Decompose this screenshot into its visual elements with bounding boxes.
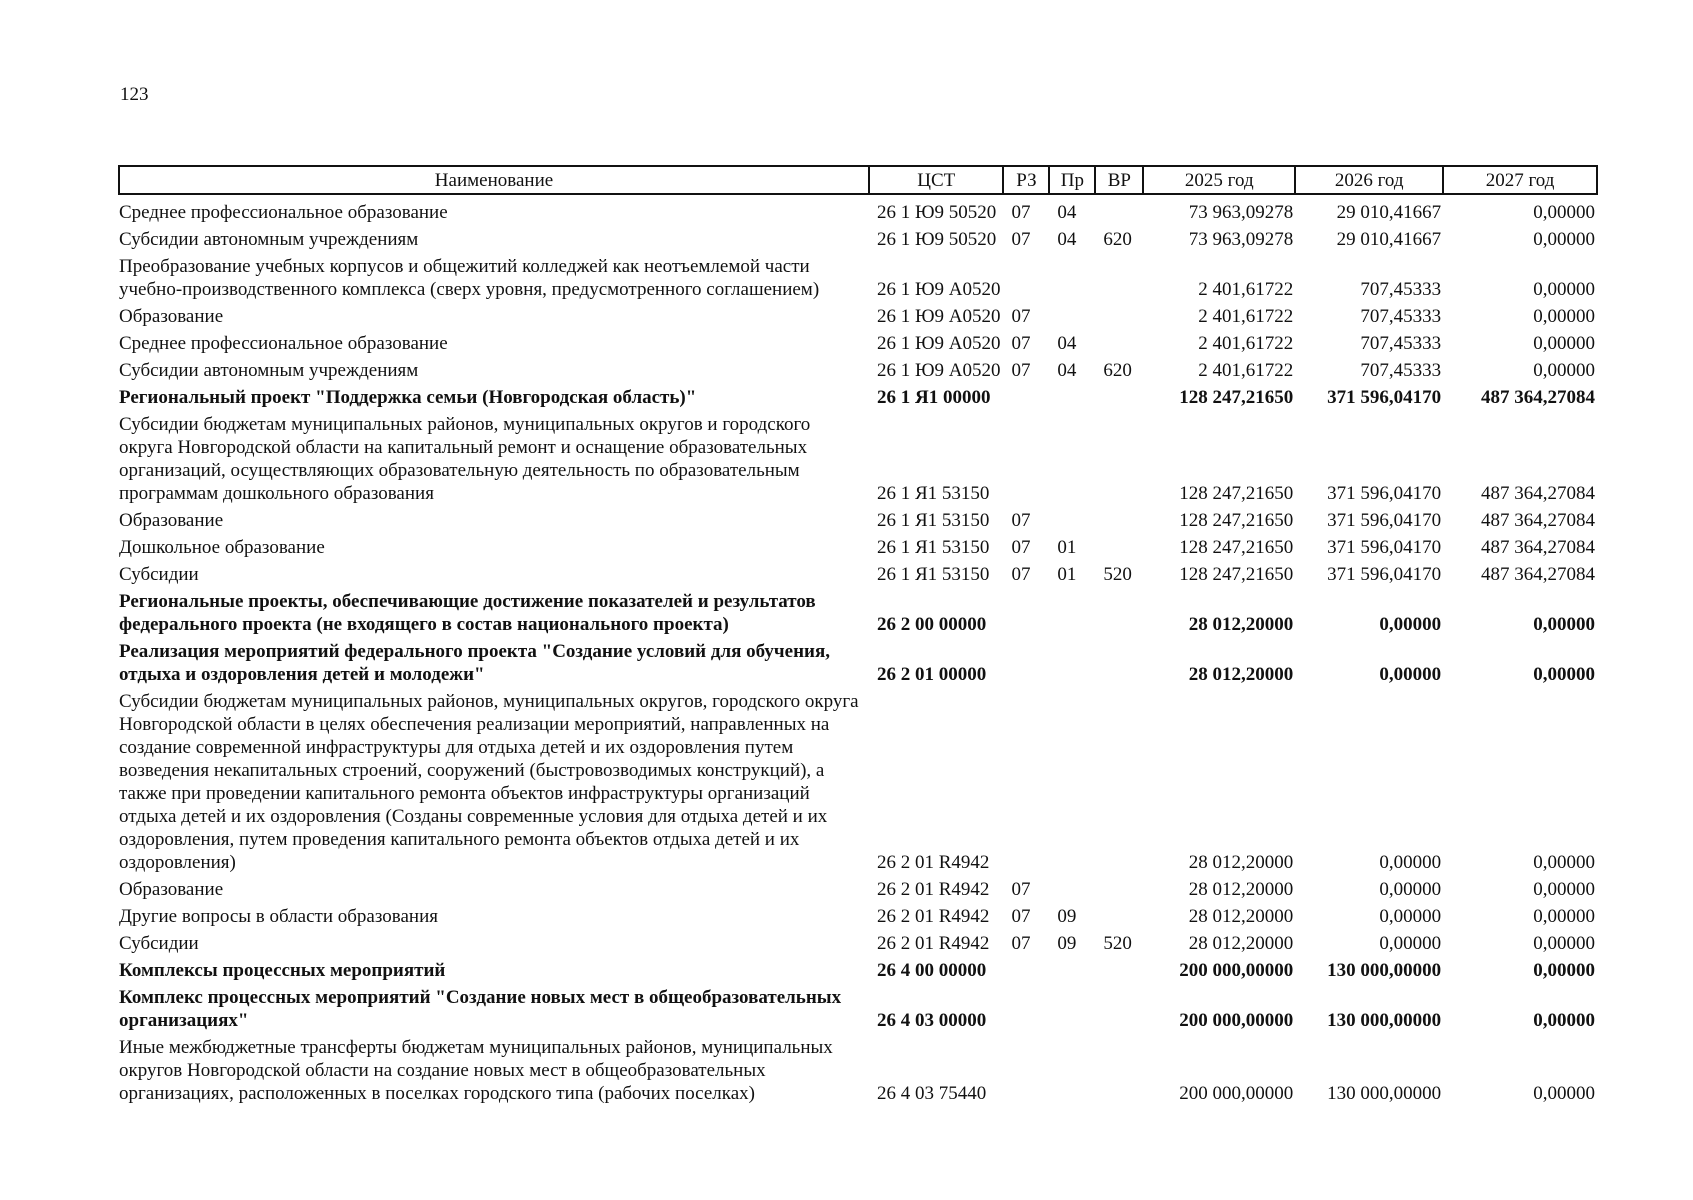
row-cst: 26 1 Я1 53150 [876, 564, 990, 585]
row-name: Субсидии бюджетам муниципальных районов, муниципальных округов, городского округа Новгородской области в целях обеспечения реализации мероприятий, направленных на создание современной инфраструктуры для отдыха детей и их оздоровления путем возведения некапитальных строений, сооружений (быстровозводимых конструкций), а также при проведении капитального ремонта объектов инфраструктуры организаций отдыха детей и их оздоровления (Созданы современные условия для отдыха детей и их оздоровления, путем проведения капитального ремонта объектов отдыха детей и их оздоровления) [119, 691, 859, 873]
row-cst: 26 1 Ю9 А0520 [876, 360, 1001, 381]
header-vr: ВР [1095, 166, 1143, 194]
row-pr: 04 [1057, 360, 1077, 381]
table-header [119, 166, 1597, 194]
row-vr [1095, 957, 1143, 984]
row-value-2025: 128 247,21650 [1179, 564, 1294, 585]
row-value-2026: 371 596,04170 [1327, 387, 1442, 408]
row-value-2025: 73 963,09278 [1188, 229, 1294, 250]
row-vr [1095, 638, 1143, 688]
row-vr [1095, 903, 1143, 930]
table-row [119, 588, 1597, 638]
row-vr [1095, 330, 1143, 357]
header-name: Наименование [119, 166, 869, 194]
table-row [119, 226, 1597, 253]
row-value-2025: 28 012,20000 [1188, 879, 1294, 900]
row-value-2025: 2 401,61722 [1198, 279, 1294, 300]
row-name: Субсидии бюджетам муниципальных районов, муниципальных округов и городского округа Новгородской области на капитальный ремонт и оснащение образовательных организаций, осуществляющих образовательную деятельность по образовательным программам дошкольного образования [119, 414, 811, 504]
row-rz: 07 [1011, 360, 1031, 381]
row-vr [1095, 688, 1143, 876]
row-value-2027: 0,00000 [1533, 960, 1595, 981]
row-cst: 26 1 Ю9 А0520 [876, 333, 1001, 354]
row-cst: 26 1 Я1 00000 [876, 387, 991, 408]
row-value-2026: 0,00000 [1379, 906, 1442, 927]
table-row [119, 534, 1597, 561]
row-cst: 26 4 00 00000 [876, 960, 987, 981]
row-pr [1049, 303, 1095, 330]
row-value-2026: 130 000,00000 [1327, 960, 1442, 981]
row-name: Субсидии автономным учреждениям [119, 360, 419, 381]
row-value-2025: 28 012,20000 [1188, 614, 1294, 635]
row-vr [1095, 534, 1143, 561]
row-rz [1003, 384, 1049, 411]
row-cst: 26 2 01 R4942 [876, 879, 990, 900]
row-value-2027: 0,00000 [1533, 1083, 1595, 1104]
row-value-2027: 0,00000 [1533, 879, 1595, 900]
row-pr: 09 [1057, 906, 1077, 927]
row-value-2025: 128 247,21650 [1179, 483, 1294, 504]
row-pr: 04 [1057, 333, 1077, 354]
row-name: Субсидии [119, 933, 199, 954]
row-value-2027: 0,00000 [1533, 906, 1595, 927]
row-name: Среднее профессиональное образование [119, 333, 448, 354]
row-rz: 07 [1011, 202, 1031, 223]
row-value-2027: 0,00000 [1533, 229, 1595, 250]
row-value-2026: 707,45333 [1360, 360, 1442, 381]
row-rz [1003, 638, 1049, 688]
row-pr [1049, 588, 1095, 638]
row-name: Дошкольное образование [119, 537, 325, 558]
row-name: Региональные проекты, обеспечивающие достижение показателей и результатов федерального проекта (не входящего в состав национального проекта) [119, 591, 816, 635]
row-value-2027: 0,00000 [1533, 360, 1595, 381]
row-cst: 26 1 Ю9 А0520 [876, 279, 1001, 300]
header-2027: 2027 год [1443, 166, 1597, 194]
row-value-2025: 73 963,09278 [1188, 202, 1294, 223]
table-row [119, 688, 1597, 876]
table-row [119, 1034, 1597, 1107]
budget-table [118, 165, 1598, 1107]
table-row [119, 384, 1597, 411]
row-cst: 26 1 Я1 53150 [876, 483, 990, 504]
table-row [119, 561, 1597, 588]
row-cst: 26 2 01 R4942 [876, 906, 990, 927]
row-name: Субсидии автономным учреждениям [119, 229, 419, 250]
row-value-2027: 487 364,27084 [1481, 564, 1595, 585]
row-pr [1049, 507, 1095, 534]
row-value-2026: 29 010,41667 [1336, 202, 1442, 223]
row-value-2027: 0,00000 [1533, 664, 1595, 685]
table-row [119, 638, 1597, 688]
row-pr: 04 [1057, 202, 1077, 223]
header-pr: Пр [1049, 166, 1095, 194]
row-vr [1095, 411, 1143, 507]
row-value-2027: 0,00000 [1533, 279, 1595, 300]
row-value-2026: 371 596,04170 [1327, 483, 1442, 504]
row-value-2026: 707,45333 [1360, 333, 1442, 354]
header-cst: ЦСТ [869, 166, 1004, 194]
table-row [119, 330, 1597, 357]
table-row [119, 253, 1597, 303]
row-value-2027: 0,00000 [1533, 852, 1595, 873]
row-pr: 01 [1057, 537, 1077, 558]
header-rz: РЗ [1003, 166, 1049, 194]
table-row [119, 957, 1597, 984]
row-pr [1049, 957, 1095, 984]
row-value-2027: 0,00000 [1533, 333, 1595, 354]
row-cst: 26 1 Я1 53150 [876, 537, 990, 558]
row-cst: 26 2 01 00000 [876, 664, 987, 685]
row-cst: 26 2 01 R4942 [876, 933, 990, 954]
row-value-2027: 487 364,27084 [1481, 387, 1595, 408]
row-value-2025: 128 247,21650 [1179, 387, 1294, 408]
row-pr [1049, 253, 1095, 303]
row-rz: 07 [1011, 333, 1031, 354]
row-name: Комплексы процессных мероприятий [119, 960, 446, 981]
row-pr [1049, 984, 1095, 1034]
row-value-2026: 29 010,41667 [1336, 229, 1442, 250]
row-value-2027: 487 364,27084 [1481, 510, 1595, 531]
row-value-2025: 200 000,00000 [1179, 1010, 1294, 1031]
row-value-2026: 130 000,00000 [1327, 1010, 1442, 1031]
header-2025: 2025 год [1143, 166, 1295, 194]
row-name: Среднее профессиональное образование [119, 202, 448, 223]
row-rz [1003, 984, 1049, 1034]
row-value-2026: 0,00000 [1379, 852, 1442, 873]
table-row [119, 357, 1597, 384]
table-row [119, 303, 1597, 330]
row-value-2026: 130 000,00000 [1327, 1083, 1442, 1104]
row-value-2026: 371 596,04170 [1327, 537, 1442, 558]
row-vr: 620 [1103, 229, 1132, 250]
row-rz: 07 [1011, 933, 1031, 954]
table-row [119, 930, 1597, 957]
row-rz: 07 [1011, 537, 1031, 558]
row-value-2027: 0,00000 [1533, 202, 1595, 223]
row-vr [1095, 384, 1143, 411]
row-name: Комплекс процессных мероприятий "Создание новых мест в общеобразовательных организациях" [119, 987, 842, 1031]
table-body [119, 194, 1597, 1107]
row-vr [1095, 984, 1143, 1034]
row-rz: 07 [1011, 306, 1031, 327]
row-vr [1095, 507, 1143, 534]
row-name: Другие вопросы в области образования [119, 906, 438, 927]
row-value-2026: 707,45333 [1360, 306, 1442, 327]
row-value-2025: 28 012,20000 [1188, 933, 1294, 954]
row-value-2026: 0,00000 [1379, 664, 1442, 685]
row-rz [1003, 957, 1049, 984]
row-value-2027: 487 364,27084 [1481, 537, 1595, 558]
row-vr: 520 [1103, 564, 1132, 585]
row-cst: 26 1 Ю9 А0520 [876, 306, 1001, 327]
row-value-2026: 0,00000 [1379, 879, 1442, 900]
row-value-2025: 200 000,00000 [1179, 1083, 1294, 1104]
row-value-2027: 0,00000 [1533, 306, 1595, 327]
row-pr [1049, 411, 1095, 507]
row-value-2025: 2 401,61722 [1198, 306, 1294, 327]
row-cst: 26 2 01 R4942 [876, 852, 990, 873]
row-value-2027: 0,00000 [1533, 614, 1595, 635]
row-name: Образование [119, 879, 224, 900]
row-pr: 09 [1057, 933, 1077, 954]
row-pr [1049, 384, 1095, 411]
row-cst: 26 1 Я1 53150 [876, 510, 990, 531]
row-cst: 26 4 03 00000 [876, 1010, 987, 1031]
row-value-2025: 2 401,61722 [1198, 333, 1294, 354]
row-name: Региональный проект "Поддержка семьи (Новгородская область)" [119, 387, 697, 408]
row-vr [1095, 876, 1143, 903]
row-value-2026: 0,00000 [1379, 933, 1442, 954]
row-pr: 04 [1057, 229, 1077, 250]
row-name: Иные межбюджетные трансферты бюджетам муниципальных районов, муниципальных округов Новгородской области на создание новых мест в общеобразовательных организациях, расположенных в поселках городского типа (рабочих поселках) [119, 1037, 833, 1104]
row-vr: 620 [1103, 360, 1132, 381]
row-cst: 26 1 Ю9 50520 [876, 202, 997, 223]
row-cst: 26 4 03 75440 [876, 1083, 987, 1104]
row-name: Реализация мероприятий федерального проекта "Создание условий для обучения, отдыха и оздоровления детей и молодежи" [119, 641, 830, 685]
table-row [119, 411, 1597, 507]
header-2026: 2026 год [1295, 166, 1443, 194]
row-pr [1049, 876, 1095, 903]
row-vr [1095, 253, 1143, 303]
table-row [119, 984, 1597, 1034]
row-rz: 07 [1011, 229, 1031, 250]
page-number: 123 [120, 84, 149, 105]
row-rz: 07 [1011, 564, 1031, 585]
row-cst: 26 1 Ю9 50520 [876, 229, 997, 250]
row-cst: 26 2 00 00000 [876, 614, 987, 635]
row-vr [1095, 303, 1143, 330]
row-vr: 520 [1103, 933, 1132, 954]
row-value-2025: 28 012,20000 [1188, 852, 1294, 873]
row-rz [1003, 1034, 1049, 1107]
table-row [119, 507, 1597, 534]
row-rz [1003, 253, 1049, 303]
row-rz: 07 [1011, 906, 1031, 927]
row-vr [1095, 1034, 1143, 1107]
row-rz [1003, 588, 1049, 638]
row-vr [1095, 588, 1143, 638]
row-rz [1003, 688, 1049, 876]
row-value-2027: 0,00000 [1533, 933, 1595, 954]
row-name: Субсидии [119, 564, 199, 585]
row-value-2026: 707,45333 [1360, 279, 1442, 300]
row-pr [1049, 638, 1095, 688]
row-value-2025: 28 012,20000 [1188, 664, 1294, 685]
table-row [119, 903, 1597, 930]
row-value-2025: 128 247,21650 [1179, 510, 1294, 531]
row-pr: 01 [1057, 564, 1077, 585]
row-rz: 07 [1011, 510, 1031, 531]
row-pr [1049, 688, 1095, 876]
row-value-2026: 0,00000 [1379, 614, 1442, 635]
row-rz [1003, 411, 1049, 507]
row-value-2025: 200 000,00000 [1179, 960, 1294, 981]
row-value-2027: 0,00000 [1533, 1010, 1595, 1031]
table-row [119, 876, 1597, 903]
row-value-2026: 371 596,04170 [1327, 510, 1442, 531]
row-value-2025: 28 012,20000 [1188, 906, 1294, 927]
row-value-2026: 371 596,04170 [1327, 564, 1442, 585]
row-name: Преобразование учебных корпусов и общежитий колледжей как неотъемлемой части учебно-производственного комплекса (сверх уровня, предусмотренного соглашением) [119, 256, 820, 300]
row-name: Образование [119, 510, 224, 531]
row-rz: 07 [1011, 879, 1031, 900]
row-value-2025: 2 401,61722 [1198, 360, 1294, 381]
row-vr [1095, 194, 1143, 226]
row-value-2027: 487 364,27084 [1481, 483, 1595, 504]
row-name: Образование [119, 306, 224, 327]
row-pr [1049, 1034, 1095, 1107]
table-row [119, 194, 1597, 226]
row-value-2025: 128 247,21650 [1179, 537, 1294, 558]
